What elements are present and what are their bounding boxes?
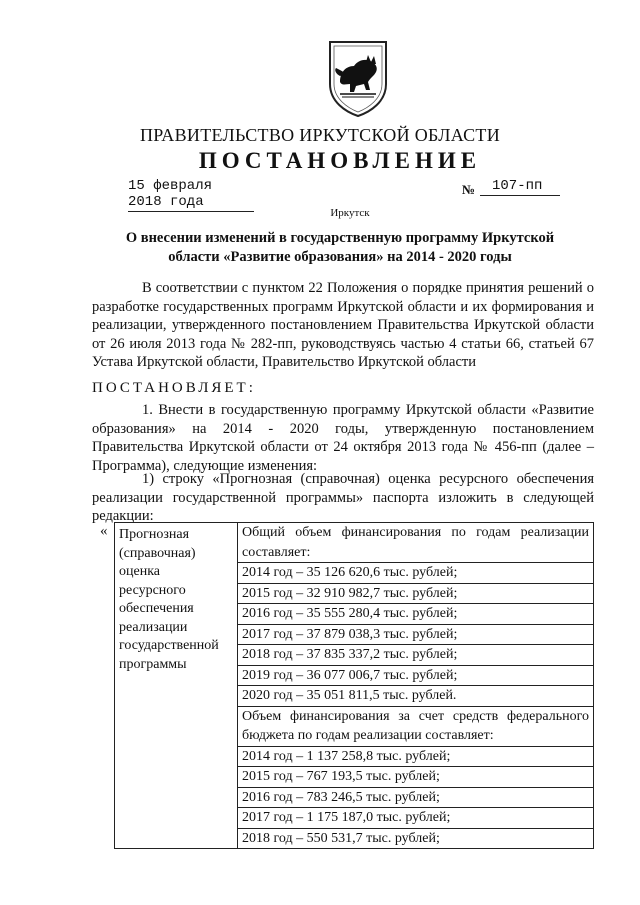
city-name: Иркутск: [330, 207, 370, 219]
total-year-row: 2017 год – 37 879 038,3 тыс. рублей;: [238, 624, 593, 645]
total-year-row: 2020 год – 35 051 811,5 тыс. рублей.: [238, 685, 593, 706]
document-type: ПОСТАНОВЛЕНИЕ: [198, 148, 482, 173]
left-line: оценка: [119, 564, 161, 579]
federal-year-row: 2016 год – 783 246,5 тыс. рублей;: [238, 787, 593, 808]
resolves-heading: ПОСТАНОВЛЯЕТ:: [92, 380, 256, 396]
left-line: (справочная): [119, 545, 196, 561]
left-line: государственной: [119, 638, 219, 653]
preamble-paragraph: В соответствии с пунктом 22 Положения о порядке принятия решений о разработке государственных программ Иркутской области и их формирования и реализации, утвержденного постановлением Правительства Иркутской области от 26 июля 2013 года № 282-пп, руководствуясь частью 4 статьи 66, статьей 67 Устава Иркутской области, Правительство Иркутской области: [92, 280, 594, 370]
coat-of-arms-emblem: [326, 38, 390, 118]
federal-header-line: Объем финансирования за счет средств федерального: [238, 706, 593, 727]
total-header-line: Общий объем финансирования по годам реализации: [242, 525, 589, 540]
left-line: обеспечения: [119, 601, 194, 616]
item-1-1-paragraph: 1) строку «Прогнозная (справочная) оценка ресурсного обеспечения реализации государственной программы» паспорта изложить в следующей редакции:: [92, 471, 594, 524]
total-year-row: 2018 год – 37 835 337,2 тыс. рублей;: [238, 644, 593, 665]
left-line: реализации: [119, 619, 188, 635]
total-year-row: 2015 год – 32 910 982,7 тыс. рублей;: [238, 583, 593, 604]
total-year-row: 2019 год – 36 077 006,7 тыс. рублей;: [238, 665, 593, 686]
left-line: ресурсного: [119, 582, 186, 598]
open-quote: «: [100, 523, 108, 539]
item-1-paragraph: 1. Внести в государственную программу Иркутской области «Развитие образования» на 2014 - 2020 годы, утвержденную постановлением Правительства Иркутской области от 24 октября 2013 года № 456-пп (далее – Программа), следующие изменения:: [92, 402, 594, 474]
organization-name: ПРАВИТЕЛЬСТВО ИРКУТСКОЙ ОБЛАСТИ: [139, 125, 501, 145]
federal-header-line: бюджета по годам реализации составляет:: [242, 728, 494, 743]
number-sign: №: [462, 182, 476, 197]
document-date: 15 февраля 2018 года: [128, 178, 254, 212]
table-right-cell: [238, 523, 594, 849]
federal-year-row: 2018 год – 550 531,7 тыс. рублей;: [238, 828, 593, 849]
document-title: О внесении изменений в государственную программу Иркутской области «Развитие образования» на 2014 - 2020 годы: [125, 230, 555, 265]
document-number: 107-пп: [480, 178, 560, 196]
table-left-cell: [115, 523, 238, 849]
total-year-row: 2014 год – 35 126 620,6 тыс. рублей;: [238, 562, 593, 583]
federal-year-row: 2015 год – 767 193,5 тыс. рублей;: [238, 766, 593, 787]
funding-table: [114, 522, 594, 849]
left-line: программы: [119, 656, 187, 672]
federal-year-row: 2017 год – 1 175 187,0 тыс. рублей;: [238, 807, 593, 828]
total-year-row: 2016 год – 35 555 280,4 тыс. рублей;: [238, 603, 593, 624]
left-line: Прогнозная: [119, 527, 190, 542]
federal-year-row: 2014 год – 1 137 258,8 тыс. рублей;: [238, 746, 593, 767]
total-header-line: составляет:: [242, 544, 311, 560]
